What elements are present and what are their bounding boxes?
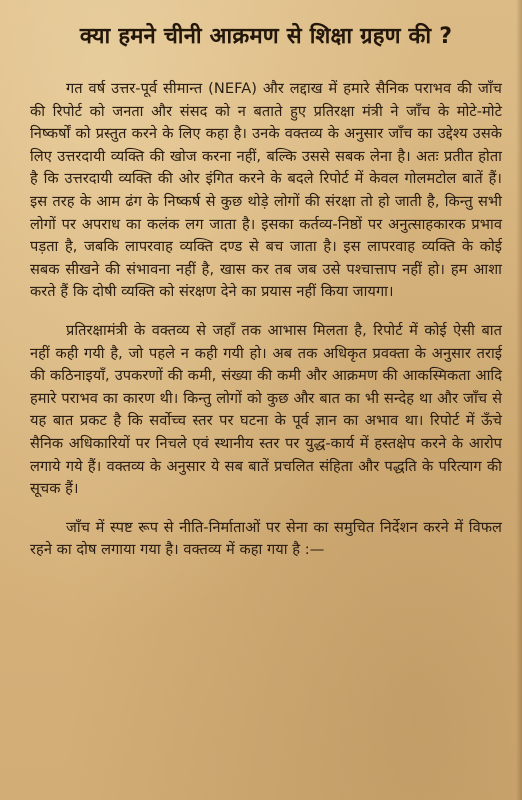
page-edge-shadow: [516, 0, 522, 800]
article-heading: क्या हमने चीनी आक्रमण से शिक्षा ग्रहण की ?: [79, 24, 453, 49]
paragraph-2: प्रतिरक्षामंत्री के वक्तव्य से जहाँ तक आभास मिलता है, रिपोर्ट में कोई ऐसी बात नहीं कही गयी है, जो पहले न कही गयी हो। अब तक अधिकृत प्रवक्ता के अनुसार तराई की कठिनाइयाँ, उपकरणों की कमी, संख्या की कमी और आक्रमण की आकस्मिकता आदि हमारे पराभव का कारण थी। किन्तु लोगों को कुछ और बात का भी सन्देह था और जाँच से यह बात प्रकट है कि सर्वोच्च स्तर पर घटना के पूर्व ज्ञान का अभाव था। रिपोर्ट में ऊँचे सैनिक अधिकारियों पर निचले एवं स्थानीय स्तर पर युद्ध-कार्य में हस्तक्षेप करने के आरोप लगाये गये हैं। वक्तव्य के अनुसार ये सब बातें प्रचलित संहिता और पद्धति के परित्याग की सूचक हैं।: [30, 321, 502, 498]
paragraph-3: जाँच में स्पष्ट रूप से नीति-निर्माताओं पर सेना का समुचित निर्देशन करने में विफल रहने का दोष लगाया गया है। वक्तव्य में कहा गया है :—: [30, 518, 502, 559]
paragraph-1: गत वर्ष उत्तर-पूर्व सीमान्त (NEFA) और लद्दाख में हमारे सैनिक पराभव की जाँच की रिपोर्ट को जनता और संसद को न बताते हुए प्रतिरक्षा मंत्री ने जाँच के मोटे-मोटे निष्कर्षों को प्रस्तुत करने के लिए कहा है। उनके वक्तव्य के अनुसार जाँच का उद्देश्य उसके लिए उत्तरदायी व्यक्ति की खोज करना नहीं, बल्कि उससे सबक लेना है। अतः प्रतीत होता है कि उत्तरदायी व्यक्ति की ओर इंगित करने के बदले रिपोर्ट में केवल गोलमटोल बातें हैं। इस तरह के आम ढंग के निष्कर्ष से कुछ थोड़े लोगों की संरक्षा तो हो जाती है, किन्तु सभी लोगों पर अपराध का कलंक लग जाता है। इसका कर्तव्य-निष्ठों पर अनुत्साहकारक प्रभाव पड़ता है, जबकि लापरवाह व्यक्ति दण्ड से बच जाता है। इस लापरवाह व्यक्ति के कोई सबक सीखने की संभावना नहीं है, खास कर तब जब उसे पश्चात्ताप नहीं हो। हम आशा करते हैं कि दोषी व्यक्ति को संरक्षण देने का प्रयास नहीं किया जायगा।: [30, 80, 502, 301]
